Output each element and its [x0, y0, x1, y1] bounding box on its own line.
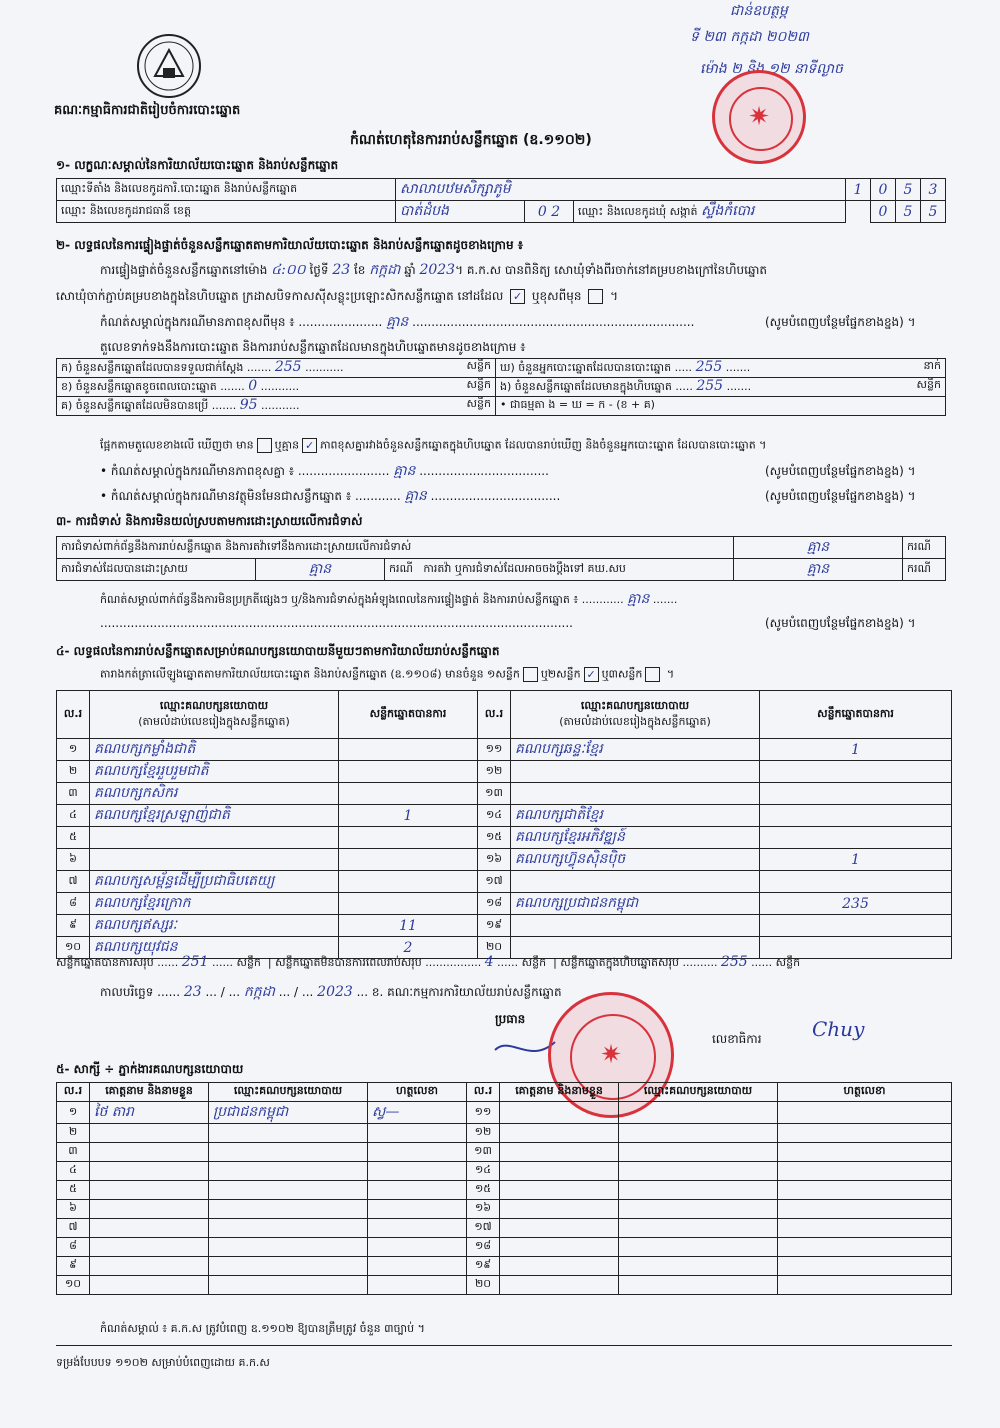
party-row-no-2: ១៣ [478, 783, 511, 805]
complaints-unit: ករណី [903, 537, 946, 559]
witness-party [209, 1219, 368, 1238]
party-name-2 [511, 783, 760, 805]
witness-party [209, 1162, 368, 1181]
witness-name-2 [500, 1162, 619, 1181]
witness-name-2 [500, 1200, 619, 1219]
party-row-no: ៧ [57, 871, 90, 893]
foreign-object-note: • កំណត់សម្គាល់ក្នុងករណីមានវត្ថុមិនមែនជាសន្លឹកឆ្នោត ៖ ............ គ្មាន .................................. [100, 488, 561, 504]
witness-no: ៨ [57, 1238, 90, 1257]
tally-sheet-statement: តារាងកត់ត្រាលើឡូងឆ្នោតតាមការិយាល័យបោះឆ្នោត និងរាប់សន្លឹកឆ្នោត (ឧ.១១០៨) មានចំនួន ១សន្លឹក ឬ២សន្លឹក ✓ ឬ៣សន្លឹក ។ [100, 667, 675, 681]
w-col-no-2: ល.រ [467, 1083, 500, 1102]
witness-party-2 [619, 1143, 778, 1162]
w-col-no: ល.រ [57, 1083, 90, 1102]
witness-signature-2 [778, 1219, 952, 1238]
totals-line: សន្លឹកឆ្នោតបានការសរុប ...... 251 ...... សន្លឹក | សន្លឹកឆ្នោតមិនបានការពេលរាប់សរុប ................ 4 ...... សន្លឹក | សន្លឹកឆ្នោតក្នុងហិបឆ្នោតសរុប .......... 255 ...... សន្លឹក [56, 954, 801, 970]
witness-table [56, 1082, 952, 1295]
witness-no: ៩ [57, 1257, 90, 1276]
party-row-no: ៣ [57, 783, 90, 805]
complaints-table [56, 536, 946, 581]
party-votes: 1 [339, 805, 478, 827]
date-line: កាលបរិច្ឆេទ ...... 23 ... / ... កក្កដា ... / ... 2023 ... ខ. គណៈកម្មការការិយាល័យរាប់សន្លឹកឆ្នោត [100, 984, 562, 1000]
witness-party [209, 1143, 368, 1162]
party-name: គណបក្សឥស្សរៈ [90, 915, 339, 937]
party-row-no-2: ១៥ [478, 827, 511, 849]
location-code-1: 1 [846, 179, 871, 201]
party-name [90, 849, 339, 871]
witness-signature-2 [778, 1162, 952, 1181]
party-votes [339, 739, 478, 761]
location-code-2: 0 [871, 179, 896, 201]
witness-signature [368, 1276, 467, 1295]
witness-row [57, 1124, 952, 1143]
witness-row [57, 1162, 952, 1181]
party-votes [339, 783, 478, 805]
party-votes-2 [760, 827, 952, 849]
appeal-unit: ករណី [903, 559, 946, 581]
party-name-2: គណបក្សប្រជាជនកម្ពុជា [511, 893, 760, 915]
party-row-no: ៦ [57, 849, 90, 871]
fill-hint-4: (សូមបំពេញបន្ថែមផ្នែកខាងខ្នង) ។ [765, 616, 916, 630]
party-name: គណបក្សខ្មែរស្រឡាញ់ជាតិ [90, 805, 339, 827]
party-row-no: ១ [57, 739, 90, 761]
party-row-no: ៩ [57, 915, 90, 937]
witness-signature [368, 1257, 467, 1276]
witness-signature [368, 1181, 467, 1200]
party-votes-2 [760, 761, 952, 783]
party-votes [339, 893, 478, 915]
section1-table [56, 178, 946, 223]
witness-no: ២ [57, 1124, 90, 1143]
fill-hint-2: (សូមបំពេញបន្ថែមផ្នែកខាងខ្នង) ។ [765, 464, 916, 478]
witness-name-2 [500, 1238, 619, 1257]
witness-name-2 [500, 1219, 619, 1238]
party-name: គណបក្សខ្មែររួបរួមជាតិ [90, 761, 339, 783]
location-code-4: 3 [921, 179, 946, 201]
witness-name [90, 1257, 209, 1276]
party-row [57, 739, 952, 761]
province-value: បាត់ដំបង [396, 201, 525, 223]
party-row [57, 761, 952, 783]
resolved-value: គ្មាន [256, 559, 385, 581]
witness-row [57, 1143, 952, 1162]
handwritten-note-line-2: ទី ២៣ កក្កដា ២០២៣ [690, 29, 809, 45]
party-row-no-2: ១៤ [478, 805, 511, 827]
one-sheet-checkbox[interactable] [523, 667, 538, 682]
handwritten-note-line-3: ម៉ោង ២ និង ១២ នាទីល្ងាច [700, 61, 843, 77]
secretary-signature: Chuy [812, 1017, 865, 1041]
party-votes-2: 235 [760, 893, 952, 915]
witness-no-2: ១៤ [467, 1162, 500, 1181]
location-label: ឈ្មោះទីតាំង និងលេខកូដការិ.បោះឆ្នោត និងរាប់សន្លឹកឆ្នោត [57, 179, 396, 201]
handwritten-note-line-1: ជាន់ឧបត្ថម្ភ [730, 3, 788, 19]
party-name [90, 827, 339, 849]
fill-hint-3: (សូមបំពេញបន្ថែមផ្នែកខាងខ្នង) ។ [765, 489, 916, 503]
secretary-label: លេខាធិការ [712, 1032, 762, 1046]
witness-no-2: ១៣ [467, 1143, 500, 1162]
witness-party-2 [619, 1276, 778, 1295]
witness-no-2: ១២ [467, 1124, 500, 1143]
witness-party [209, 1200, 368, 1219]
witness-signature-2 [778, 1200, 952, 1219]
no-discrepancy-checkbox[interactable]: ✓ [302, 438, 317, 453]
party-name-2: គណបក្សឆន្ទៈខ្មែរ [511, 739, 760, 761]
w-col-name-2: គោត្តនាម និងនាមខ្លួន [500, 1083, 619, 1102]
witness-name [90, 1276, 209, 1295]
witness-name [90, 1200, 209, 1219]
party-name-2 [511, 871, 760, 893]
count-row: ខ) ចំនួនសន្លឹកឆ្នោតខូចពេលបោះឆ្នោត ....... 0 ........... សន្លឹក ង) ចំនួនសន្លឹកឆ្នោតដែលមានក្នុងហិបឆ្នោត ..... 255 ....... សន្លឹក [57, 378, 946, 397]
witness-row [57, 1219, 952, 1238]
party-name: គណបក្សយុវជន [90, 937, 339, 959]
has-discrepancy-checkbox[interactable] [257, 438, 272, 453]
commune-code-3: 5 [921, 201, 946, 223]
chair-label: ប្រធាន [495, 1012, 526, 1026]
two-sheets-checkbox[interactable]: ✓ [584, 667, 599, 682]
witness-no-2: ១១ [467, 1102, 500, 1124]
witness-party-2 [619, 1219, 778, 1238]
witness-no-2: ១៦ [467, 1200, 500, 1219]
witness-name-2 [500, 1124, 619, 1143]
witness-signature [368, 1238, 467, 1257]
party-row-no-2: ១៨ [478, 893, 511, 915]
witness-name [90, 1219, 209, 1238]
commune-code-1: 0 [871, 201, 896, 223]
party-row [57, 871, 952, 893]
party-votes-2 [760, 915, 952, 937]
section5-title: ៥- សាក្សី ÷ ភ្នាក់ងារគណបក្សនយោបាយ [56, 1062, 244, 1076]
witness-name-2 [500, 1102, 619, 1124]
party-row [57, 849, 952, 871]
witness-name [90, 1143, 209, 1162]
witness-signature-2 [778, 1102, 952, 1124]
resolved-label: ការជំទាស់ដែលបានដោះស្រាយ [57, 559, 256, 581]
col-party: ឈ្មោះគណបក្សនយោបាយ (តាមលំដាប់លេខរៀងក្នុងសន្លឹកឆ្នោត) [90, 691, 339, 739]
party-row-no-2: ១៧ [478, 871, 511, 893]
witness-row [57, 1257, 952, 1276]
witness-party-2 [619, 1181, 778, 1200]
party-row-no: ១០ [57, 937, 90, 959]
witness-party [209, 1276, 368, 1295]
party-row-no: ៤ [57, 805, 90, 827]
witness-party-2 [619, 1102, 778, 1124]
witness-signature-2 [778, 1238, 952, 1257]
witness-name [90, 1238, 209, 1257]
footnote: កំណត់សម្គាល់ ៖ គ.ក.ស ត្រូវបំពេញ ឧ.១១០២ ឱ្យបានត្រឹមត្រូវ ចំនួន ៣ច្បាប់ ។ [100, 1322, 425, 1335]
witness-signature-2 [778, 1124, 952, 1143]
count-row: ក) ចំនួនសន្លឹកឆ្នោតដែលបានទទួលជាក់ស្តែង ....... 255 ........... សន្លឹក ឃ) ចំនួនអ្នកបោះឆ្នោតដែលបានបោះឆ្នោត ..... 255 ....... នាក់ [57, 359, 946, 378]
party-name: គណបក្សសម្ព័ន្ធដើម្បីប្រជាធិបតេយ្យ [90, 871, 339, 893]
committee-name: គណៈកម្មាធិការជាតិរៀបចំការបោះឆ្នោត [54, 103, 241, 118]
party-row-no-2: ១៩ [478, 915, 511, 937]
party-votes-2: 1 [760, 849, 952, 871]
witness-party-2 [619, 1162, 778, 1181]
party-row [57, 893, 952, 915]
ballot-counts-table [56, 358, 946, 416]
unchanged-checkbox[interactable]: ✓ [510, 289, 525, 304]
w-col-sign-2: ហត្ថលេខា [778, 1083, 952, 1102]
three-sheets-checkbox[interactable] [645, 667, 660, 682]
witness-no: ៤ [57, 1162, 90, 1181]
witness-no: ៣ [57, 1143, 90, 1162]
commune-cell [574, 201, 846, 223]
witness-row [57, 1200, 952, 1219]
official-seal-top: ✷ [712, 70, 806, 164]
party-row [57, 827, 952, 849]
witness-party: ប្រជាជនកម្ពុជា [209, 1102, 368, 1124]
witness-name [90, 1162, 209, 1181]
commune-value: ស្ទឹងកំបោរ [701, 203, 755, 219]
witness-signature [368, 1124, 467, 1143]
witness-no-2: ១៨ [467, 1238, 500, 1257]
party-row-no-2: ១៦ [478, 849, 511, 871]
witness-no: ៧ [57, 1219, 90, 1238]
difference-note: កំណត់សម្គាល់ក្នុងករណីមានភាពខុសពីមុន ៖ ...................... គ្មាន .......................................................................... [100, 314, 695, 330]
complaints-value: គ្មាន [734, 537, 903, 559]
official-seal-bottom: ✷ [548, 992, 674, 1118]
discrepancy-statement: ផ្អែកតាមតួលេខខាងលើ ឃើញថា មាន ឬគ្មាន ✓ ភាពខុសគ្នារវាងចំនួនសន្លឹកឆ្នោតក្នុងហិបឆ្នោត ដែលបានរាប់ឃើញ និងចំនួនអ្នកបោះឆ្នោត ដែលបានបោះឆ្នោត ។ [100, 438, 767, 452]
witness-signature-2 [778, 1181, 952, 1200]
party-votes: 2 [339, 937, 478, 959]
witness-signature-2 [778, 1143, 952, 1162]
witness-signature-2 [778, 1257, 952, 1276]
col-party-2: ឈ្មោះគណបក្សនយោបាយ (តាមលំដាប់លេខរៀងក្នុងសន្លឹកឆ្នោត) [511, 691, 760, 739]
witness-signature [368, 1143, 467, 1162]
party-row-no-2: ២០ [478, 937, 511, 959]
witness-name: ថៃ តារា [90, 1102, 209, 1124]
irregularity-note: កំណត់សម្គាល់ពាក់ព័ន្ធនឹងការមិនប្រក្រតីផ្សេងៗ ឬ/និងការជំទាស់ក្នុងអំឡុងពេលនៃការផ្ទៀងផ្ទាត់ និងការរាប់សន្លឹកឆ្នោត ៖ ............ គ្មាន ....... [100, 591, 678, 607]
party-name-2: គណបក្សជាតិខ្មែរ [511, 805, 760, 827]
fill-hint-1: (សូមបំពេញបន្ថែមផ្នែកខាងខ្នង) ។ [765, 315, 916, 329]
witness-row [57, 1238, 952, 1257]
witness-name-2 [500, 1276, 619, 1295]
witness-row [57, 1102, 952, 1124]
section1-title: ១- លក្ខណៈសម្គាល់នៃការិយាល័យបោះឆ្នោត និងរាប់សន្លឹកឆ្នោត [56, 158, 339, 172]
witness-party-2 [619, 1238, 778, 1257]
witness-signature: ស្វ— [368, 1102, 467, 1124]
location-value: សាលាបឋមសិក្សាភូមិ [396, 179, 846, 201]
complaints-label: ការជំទាស់ពាក់ព័ន្ធនឹងការរាប់សន្លឹកឆ្នោត និងការតវ៉ាទៅនឹងការដោះស្រាយលើការជំទាស់ [57, 537, 734, 559]
party-results-table [56, 690, 952, 959]
party-row [57, 915, 952, 937]
witness-party-2 [619, 1257, 778, 1276]
party-name: គណបក្សខ្មែរក្រោក [90, 893, 339, 915]
witness-name-2 [500, 1257, 619, 1276]
witness-no: ៦ [57, 1200, 90, 1219]
witness-party [209, 1124, 368, 1143]
irregularity-dots: ............................................................................................................................ [100, 616, 573, 630]
party-votes: 11 [339, 915, 478, 937]
party-votes [339, 827, 478, 849]
w-col-party: ឈ្មោះគណបក្សនយោបាយ [209, 1083, 368, 1102]
party-votes-2 [760, 871, 952, 893]
party-row-no: ៥ [57, 827, 90, 849]
section2-title: ២- លទ្ធផលនៃការផ្ទៀងផ្ទាត់ចំនួនសន្លឹកឆ្នោតតាមការិយាល័យបោះឆ្នោត និងរាប់សន្លឹកឆ្នោតដូចខាងក្រោម ៖ [56, 238, 524, 252]
witness-signature-2 [778, 1276, 952, 1295]
footer-divider [56, 1345, 952, 1346]
province-label: ឈ្មោះ និងលេខកូដរាជធានី ខេត្ត [57, 201, 396, 223]
witness-party-2 [619, 1124, 778, 1143]
witness-signature [368, 1200, 467, 1219]
witness-row [57, 1181, 952, 1200]
w-col-party-2: ឈ្មោះគណបក្សនយោបាយ [619, 1083, 778, 1102]
party-row [57, 783, 952, 805]
party-votes-2 [760, 783, 952, 805]
witness-name [90, 1124, 209, 1143]
document-title: កំណត់ហេតុនៃការរាប់សន្លឹកឆ្នោត (ឧ.១១០២) [350, 132, 592, 148]
party-name-2: គណបក្សខ្មែរអភិវឌ្ឍន៍ [511, 827, 760, 849]
witness-no: ១០ [57, 1276, 90, 1295]
discrepancy-note: • កំណត់សម្គាល់ក្នុងករណីមានភាពខុសគ្នា ៖ ........................ គ្មាន .................................. [100, 463, 549, 479]
witness-party [209, 1238, 368, 1257]
appeal-label: ករណី ការតវ៉ា ឬការជំទាស់ដែលអាចចងប្ដឹងទៅ គឃ.សប [385, 559, 734, 581]
section4-title: ៤- លទ្ធផលនៃការរាប់សន្លឹកឆ្នោតសម្រាប់គណបក្សនយោបាយនីមួយៗតាមការិយាល័យរាប់សន្លឹកឆ្នោត [56, 644, 500, 658]
party-name-2: គណបក្សហ៊្វុនស៊ិនប៉ិច [511, 849, 760, 871]
party-name: គណបក្សកម្លាំងជាតិ [90, 739, 339, 761]
witness-signature [368, 1162, 467, 1181]
results-intro: តួលេខទាក់ទងនឹងការបោះឆ្នោត និងការរាប់សន្លឹកឆ្នោតដែលមានក្នុងហិបឆ្នោតមានដូចខាងក្រោម ៖ [100, 340, 526, 354]
witness-name-2 [500, 1181, 619, 1200]
witness-no: ១ [57, 1102, 90, 1124]
party-votes [339, 849, 478, 871]
nec-emblem-icon [135, 32, 203, 100]
footer-form-id: ទម្រង់បែបបទ ១១០២ សម្រាប់បំពេញដោយ គ.ក.ស [56, 1356, 270, 1369]
party-votes-2 [760, 805, 952, 827]
col-no: ល.រ [57, 691, 90, 739]
changed-checkbox[interactable] [588, 289, 603, 304]
commune-label: ឈ្មោះ និងលេខកូដឃុំ សង្កាត់ [578, 205, 698, 218]
col-votes: សន្លឹកឆ្នោតបានការ [339, 691, 478, 739]
witness-party [209, 1257, 368, 1276]
party-name-2 [511, 915, 760, 937]
commune-code-2: 5 [896, 201, 921, 223]
party-name-2 [511, 761, 760, 783]
col-votes-2: សន្លឹកឆ្នោតបានការ [760, 691, 952, 739]
verification-paragraph-2: សោឃុំចាក់ភ្ជាប់គម្របខាងក្នុងនៃហិបឆ្នោត ក្រដាសបិទកាសស៊ីសន្លុះប្រឡោះសិកសន្លឹកឆ្នោត នៅដដែល ✓ ឬខុសពីមុន ។ [56, 289, 618, 303]
party-row [57, 805, 952, 827]
party-row-no-2: ១២ [478, 761, 511, 783]
appeal-value: គ្មាន [734, 559, 903, 581]
w-col-name: គោត្តនាម និងនាមខ្លួន [90, 1083, 209, 1102]
witness-party-2 [619, 1200, 778, 1219]
section3-title: ៣- ការជំទាស់ និងការមិនយល់ស្របតាមការដោះស្រាយលើការជំទាស់ [56, 514, 363, 528]
witness-no: ៥ [57, 1181, 90, 1200]
witness-name-2 [500, 1143, 619, 1162]
party-votes [339, 871, 478, 893]
witness-name [90, 1181, 209, 1200]
witness-no-2: ១៥ [467, 1181, 500, 1200]
witness-no-2: ២០ [467, 1276, 500, 1295]
party-votes-2: 1 [760, 739, 952, 761]
witness-no-2: ១៧ [467, 1219, 500, 1238]
party-row-no-2: ១១ [478, 739, 511, 761]
count-row: គ) ចំនួនសន្លឹកឆ្នោតដែលមិនបានប្រើ ....... 95 ........... សន្លឹក • ជាធម្មតា ង = ឃ = ក - (ខ + គ) [57, 397, 946, 416]
party-votes [339, 761, 478, 783]
witness-row [57, 1276, 952, 1295]
witness-no-2: ១៩ [467, 1257, 500, 1276]
party-row-no: ២ [57, 761, 90, 783]
party-name: គណបក្សកសិករ [90, 783, 339, 805]
province-code: 0 2 [525, 201, 574, 223]
verification-paragraph-1: ការផ្ទៀងផ្ទាត់ចំនួនសន្លឹកឆ្នោតនៅម៉ោង ៤:០០ ថ្ងៃទី 23 ខែ កក្កដា ឆ្នាំ 2023។ គ.ក.ស បានពិនិត្យ សោឃុំទាំងពីរចាក់នៅគម្របខាងក្រៅនៃហិបឆ្នោត [100, 262, 768, 278]
party-row-no: ៨ [57, 893, 90, 915]
witness-party [209, 1181, 368, 1200]
w-col-sign: ហត្ថលេខា [368, 1083, 467, 1102]
location-code-3: 5 [896, 179, 921, 201]
col-no-2: ល.រ [478, 691, 511, 739]
witness-signature [368, 1219, 467, 1238]
